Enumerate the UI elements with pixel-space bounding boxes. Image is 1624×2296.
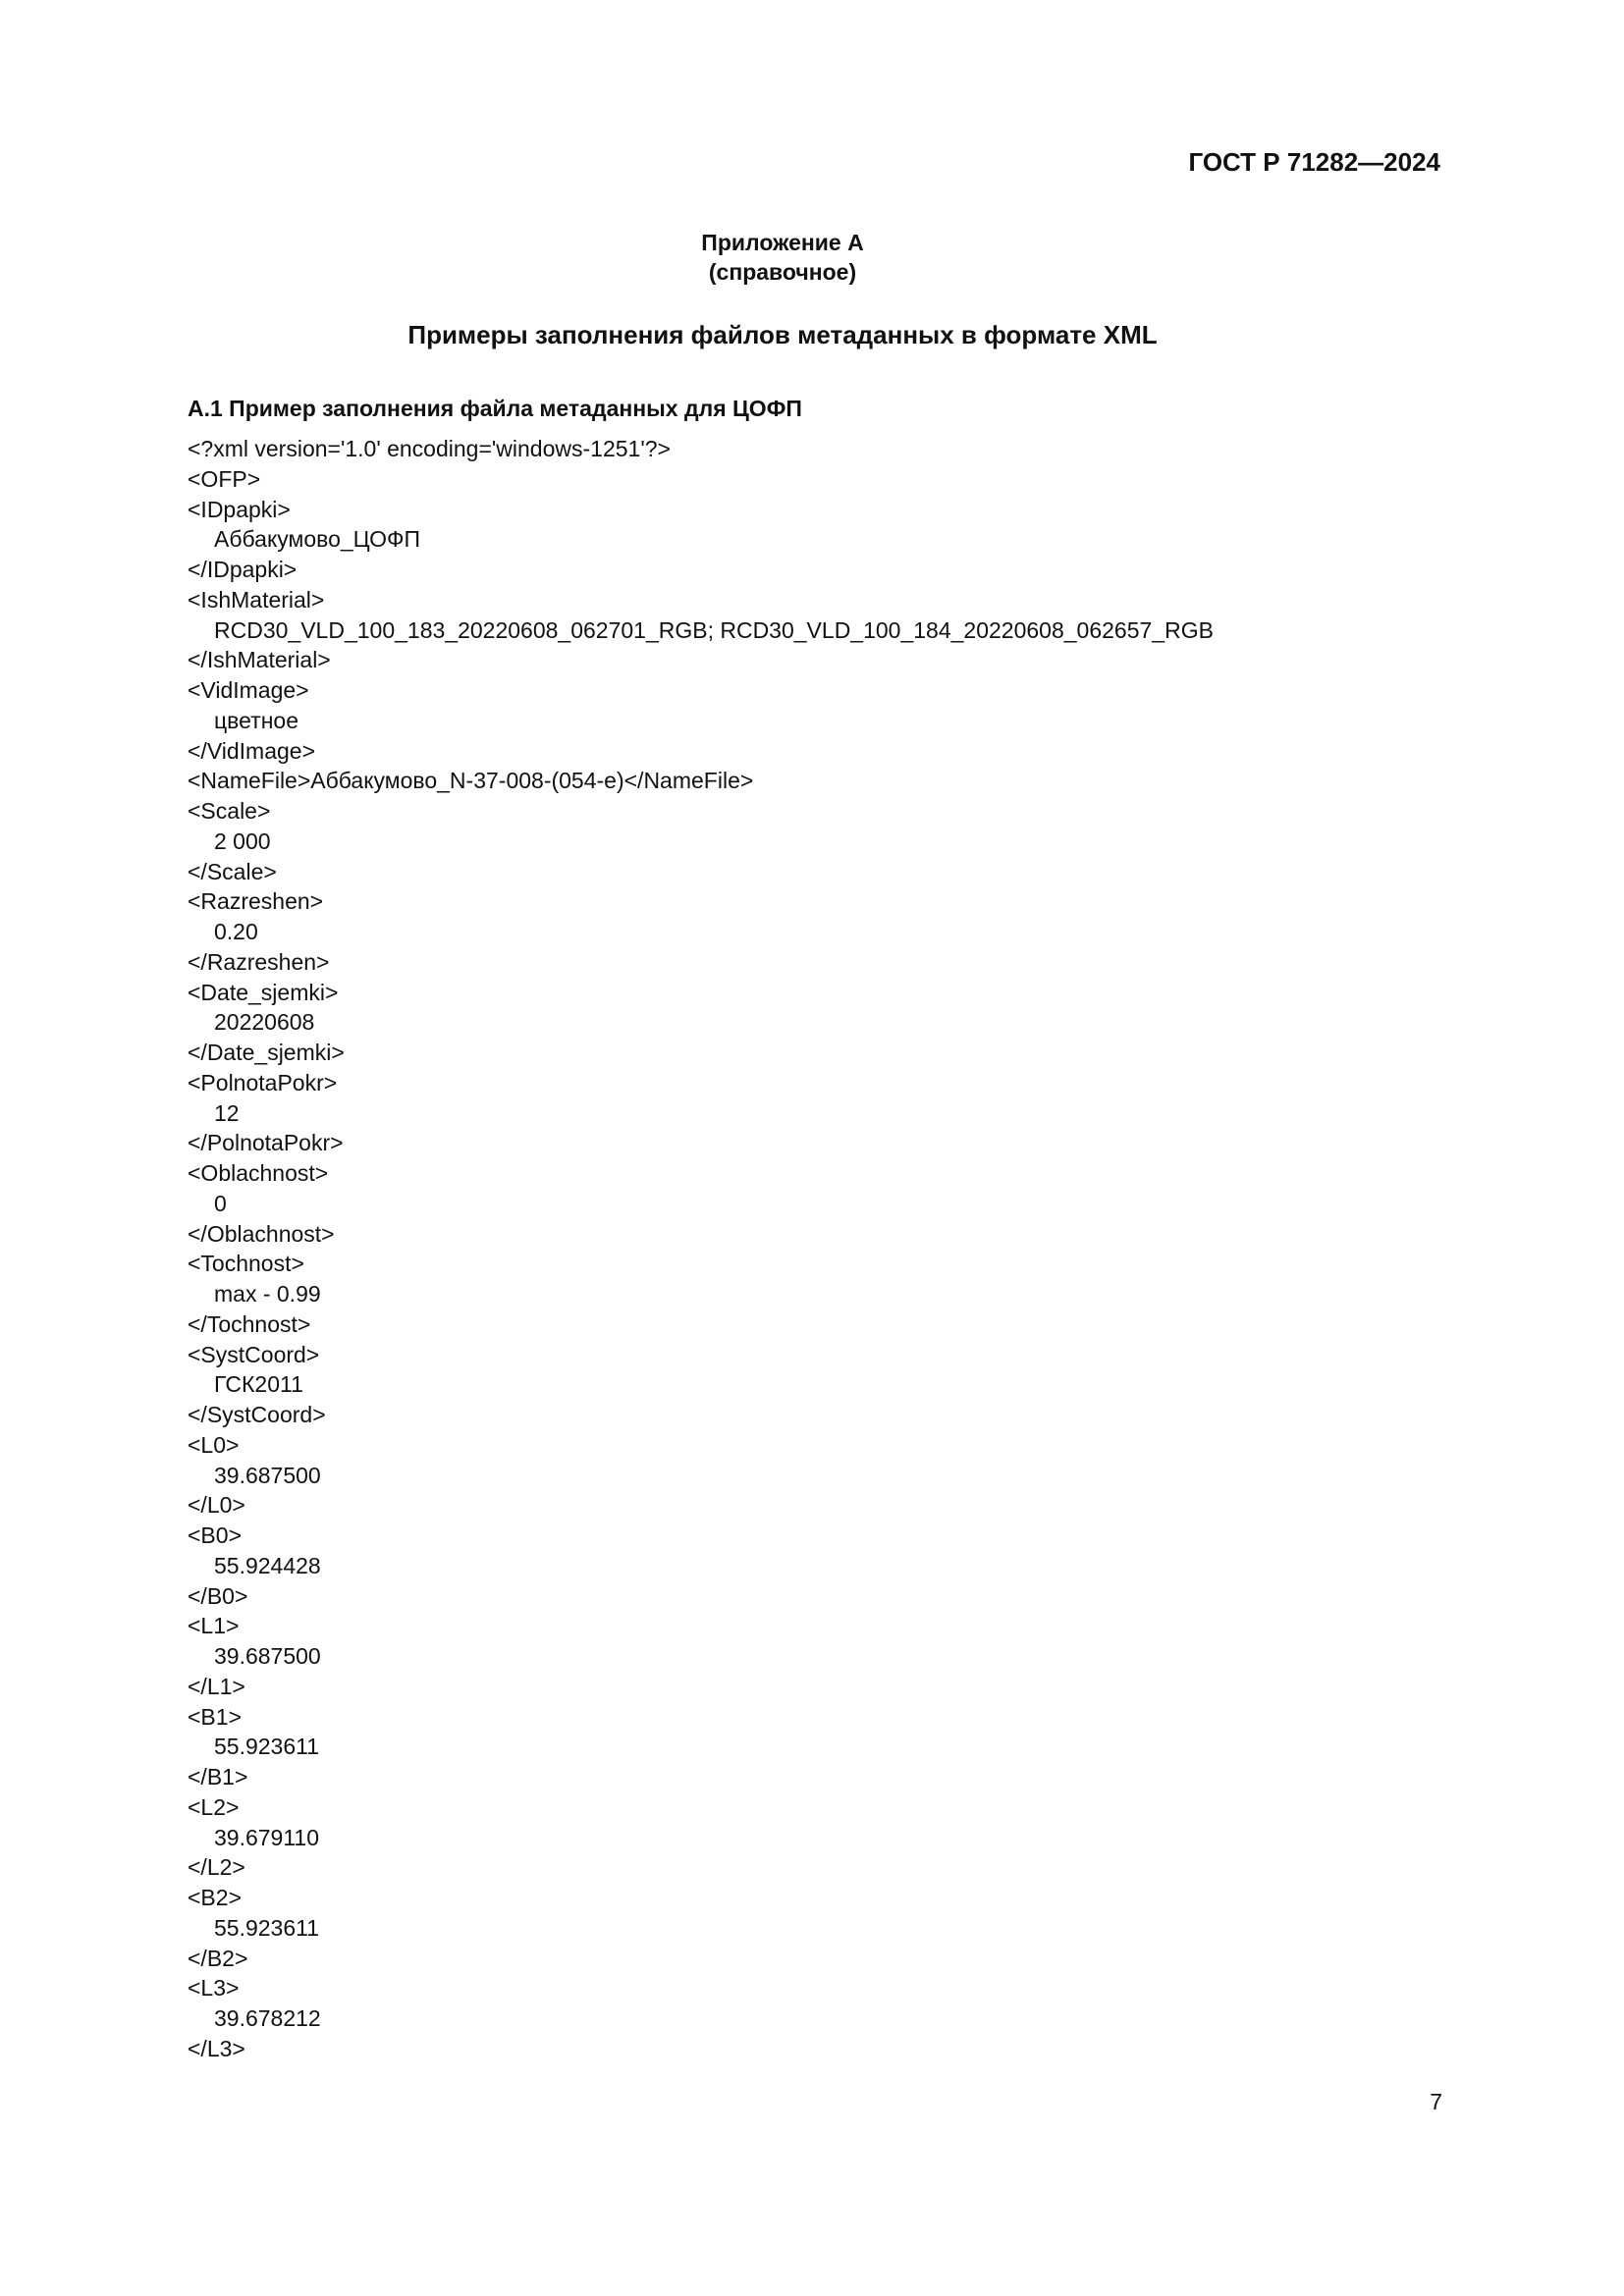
annex-title-block bbox=[0, 228, 1565, 287]
xml-line: <IDpapki> bbox=[188, 496, 291, 522]
xml-line: </Oblachnost> bbox=[188, 1220, 335, 1247]
xml-line: </B1> bbox=[188, 1764, 248, 1789]
xml-line: <Scale> bbox=[188, 798, 271, 824]
xml-line: </Tochnost> bbox=[188, 1310, 311, 1337]
xml-line: <Tochnost> bbox=[188, 1251, 304, 1277]
xml-line: ГСК2011 bbox=[214, 1371, 303, 1398]
xml-line: 39.687500 bbox=[214, 1462, 321, 1488]
xml-line: </L3> bbox=[188, 2035, 245, 2061]
xml-line: <Date_sjemki> bbox=[188, 979, 339, 1005]
xml-line: </SystCoord> bbox=[188, 1402, 326, 1427]
xml-line: 20220608 bbox=[214, 1009, 315, 1036]
xml-line: max - 0.99 bbox=[214, 1281, 321, 1307]
xml-line: Аббакумово_ЦОФП bbox=[214, 526, 421, 553]
xml-line: 2 000 bbox=[214, 828, 271, 854]
xml-line: 0 bbox=[214, 1190, 227, 1216]
xml-line: <L1> bbox=[188, 1613, 240, 1639]
xml-line: <L3> bbox=[188, 1975, 240, 2002]
xml-line: <NameFile>Аббакумово_N-37-008-(054-е)</NameFile> bbox=[188, 768, 754, 794]
xml-line: <L0> bbox=[188, 1431, 240, 1458]
xml-line: <?xml version='1.0' encoding='windows-1251'?> bbox=[188, 436, 671, 461]
xml-line: <Oblachnost> bbox=[188, 1160, 329, 1186]
xml-line: </Scale> bbox=[188, 858, 277, 884]
xml-line: 39.679110 bbox=[214, 1824, 320, 1850]
document-code: ГОСТ Р 71282—2024 bbox=[1188, 147, 1440, 177]
xml-line: 55.923611 bbox=[214, 1734, 320, 1760]
xml-line: <VidImage> bbox=[188, 677, 309, 703]
xml-line: </L1> bbox=[188, 1673, 245, 1699]
xml-line: </IshMaterial> bbox=[188, 647, 331, 673]
xml-example-listing bbox=[188, 434, 1214, 2064]
annex-subtitle: (справочное) bbox=[708, 259, 857, 285]
xml-line: RCD30_VLD_100_183_20220608_062701_RGB; RCD30_VLD_100_184_20220608_062657_RGB bbox=[214, 616, 1214, 643]
xml-line: </VidImage> bbox=[188, 737, 316, 764]
xml-line: 55.923611 bbox=[214, 1914, 320, 1941]
xml-line: <B1> bbox=[188, 1703, 242, 1730]
xml-line: <Razreshen> bbox=[188, 888, 324, 915]
xml-line: <L2> bbox=[188, 1793, 240, 1820]
annex-title: Приложение А bbox=[701, 230, 864, 255]
xml-line: <SystCoord> bbox=[188, 1341, 320, 1367]
xml-line: </Razreshen> bbox=[188, 948, 330, 975]
xml-line: </Date_sjemki> bbox=[188, 1040, 345, 1065]
xml-line: <OFP> bbox=[188, 465, 261, 492]
xml-line: </L0> bbox=[188, 1492, 245, 1519]
xml-line: 55.924428 bbox=[214, 1552, 321, 1578]
xml-line: 0.20 bbox=[214, 919, 258, 944]
page-number: 7 bbox=[1430, 2089, 1442, 2114]
page-heading: Примеры заполнения файлов метаданных в формате XML bbox=[407, 320, 1158, 349]
xml-line: <B2> bbox=[188, 1885, 242, 1910]
xml-line: 39.687500 bbox=[214, 1643, 321, 1669]
xml-line: цветное bbox=[214, 707, 298, 733]
section-heading: А.1 Пример заполнения файла метаданных для ЦОФП bbox=[188, 396, 802, 421]
xml-line: </PolnotaPokr> bbox=[188, 1130, 344, 1156]
xml-line: </L2> bbox=[188, 1854, 245, 1881]
xml-line: </IDpapki> bbox=[188, 557, 298, 582]
xml-line: <IshMaterial> bbox=[188, 586, 325, 613]
xml-line: 39.678212 bbox=[214, 2005, 321, 2031]
xml-line: </B2> bbox=[188, 1945, 248, 1971]
xml-line: <PolnotaPokr> bbox=[188, 1069, 338, 1095]
xml-line: </B0> bbox=[188, 1582, 248, 1609]
xml-line: <B0> bbox=[188, 1522, 242, 1548]
xml-line: 12 bbox=[214, 1099, 240, 1126]
